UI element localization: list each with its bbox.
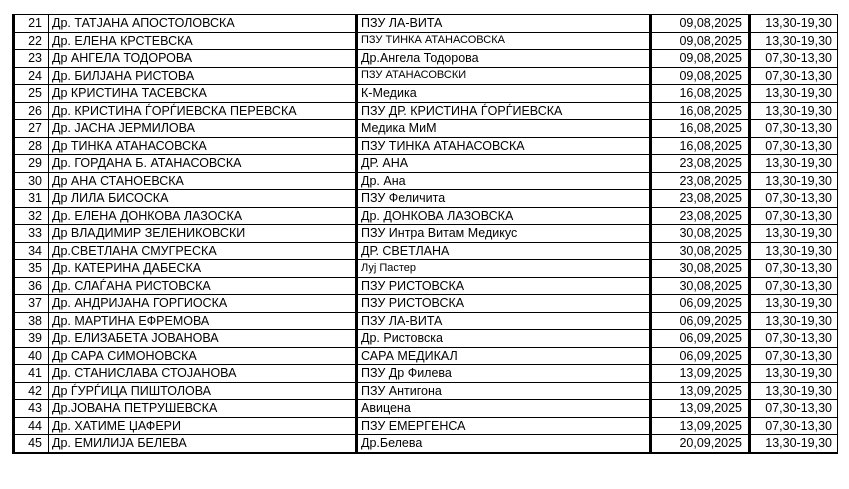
- doctor-name-cell: Др. КАТЕРИНА ДАБЕСКА: [49, 260, 357, 278]
- row-number-cell: 31: [14, 190, 49, 208]
- table-row: [14, 85, 838, 103]
- doctor-name-cell: Др. ГОРДАНА Б. АТАНАСОВСКА: [49, 155, 357, 173]
- date-cell: 16,08,2025: [651, 102, 750, 120]
- table-row: [14, 207, 838, 225]
- doctor-name-cell: Др. СТАНИСЛАВА СТОЈАНОВА: [49, 365, 357, 383]
- date-cell: 16,08,2025: [651, 120, 750, 138]
- institution-cell: Др. ДОНКОВА ЛАЗОВСКА: [357, 207, 651, 225]
- date-cell: 23,08,2025: [651, 155, 750, 173]
- doctor-name-cell: Др. ЕЛИЗАБЕТА ЈОВАНОВА: [49, 330, 357, 348]
- row-number-cell: 28: [14, 137, 49, 155]
- doctor-name-cell: Др. ЕЛЕНА ДОНКОВА ЛАЗОСКА: [49, 207, 357, 225]
- date-cell: 13,09,2025: [651, 382, 750, 400]
- doctor-name-cell: Др. ХАТИМЕ ЏАФЕРИ: [49, 417, 357, 435]
- row-number-cell: 37: [14, 295, 49, 313]
- doctor-name-cell: Др ЃУРЃИЦА ПИШТОЛОВА: [49, 382, 357, 400]
- institution-cell: ПЗУ ТИНКА АТАНАСОВСКА: [357, 32, 651, 50]
- date-cell: 09,08,2025: [651, 32, 750, 50]
- institution-cell: ПЗУ ЛА-ВИТА: [357, 312, 651, 330]
- table-row: [14, 15, 838, 33]
- doctor-name-cell: Др. КРИСТИНА ЃОРЃИЕВСКА ПЕРЕВСКА: [49, 102, 357, 120]
- row-number-cell: 39: [14, 330, 49, 348]
- table-row: [14, 295, 838, 313]
- shift-time-cell: 13,30-19,30: [750, 365, 838, 383]
- shift-time-cell: 13,30-19,30: [750, 15, 838, 33]
- date-cell: 06,09,2025: [651, 295, 750, 313]
- shift-time-cell: 07,30-13,30: [750, 137, 838, 155]
- row-number-cell: 41: [14, 365, 49, 383]
- shift-time-cell: 07,30-13,30: [750, 277, 838, 295]
- doctor-name-cell: Др. ЈАСНА ЈЕРМИЛОВА: [49, 120, 357, 138]
- date-cell: 09,08,2025: [651, 67, 750, 85]
- institution-cell: ПЗУ Антигона: [357, 382, 651, 400]
- shift-time-cell: 13,30-19,30: [750, 85, 838, 103]
- date-cell: 23,08,2025: [651, 172, 750, 190]
- date-cell: 13,09,2025: [651, 417, 750, 435]
- shift-time-cell: 07,30-13,30: [750, 120, 838, 138]
- table-row: [14, 382, 838, 400]
- institution-cell: ПЗУ ЛА-ВИТА: [357, 15, 651, 33]
- table-row: [14, 417, 838, 435]
- shift-time-cell: 13,30-19,30: [750, 295, 838, 313]
- institution-cell: ПЗУ ДР. КРИСТИНА ЃОРЃИЕВСКА: [357, 102, 651, 120]
- row-number-cell: 25: [14, 85, 49, 103]
- row-number-cell: 22: [14, 32, 49, 50]
- row-number-cell: 24: [14, 67, 49, 85]
- shift-time-cell: 13,30-19,30: [750, 155, 838, 173]
- date-cell: 16,08,2025: [651, 137, 750, 155]
- institution-cell: ПЗУ РИСТОВСКА: [357, 277, 651, 295]
- institution-cell: Авицена: [357, 400, 651, 418]
- institution-cell: ДР. СВЕТЛАНА: [357, 242, 651, 260]
- date-cell: 09,08,2025: [651, 50, 750, 68]
- table-row: [14, 242, 838, 260]
- doctor-name-cell: Др. ТАТЈАНА АПОСТОЛОВСКА: [49, 15, 357, 33]
- institution-cell: ПЗУ АТАНАСОВСКИ: [357, 67, 651, 85]
- row-number-cell: 32: [14, 207, 49, 225]
- row-number-cell: 29: [14, 155, 49, 173]
- row-number-cell: 40: [14, 347, 49, 365]
- date-cell: 13,09,2025: [651, 365, 750, 383]
- date-cell: 06,09,2025: [651, 330, 750, 348]
- date-cell: 09,08,2025: [651, 15, 750, 33]
- shift-time-cell: 07,30-13,30: [750, 330, 838, 348]
- institution-cell: Др. Ристовска: [357, 330, 651, 348]
- shift-time-cell: 07,30-13,30: [750, 260, 838, 278]
- row-number-cell: 45: [14, 435, 49, 453]
- shift-time-cell: 13,30-19,30: [750, 382, 838, 400]
- table-row: [14, 120, 838, 138]
- date-cell: 13,09,2025: [651, 400, 750, 418]
- shift-time-cell: 07,30-13,30: [750, 207, 838, 225]
- shift-time-cell: 13,30-19,30: [750, 225, 838, 243]
- institution-cell: ПЗУ Др Филева: [357, 365, 651, 383]
- row-number-cell: 36: [14, 277, 49, 295]
- table-row: [14, 155, 838, 173]
- doctor-name-cell: Др. ЕЛЕНА КРСТЕВСКА: [49, 32, 357, 50]
- shift-time-cell: 07,30-13,30: [750, 67, 838, 85]
- shift-time-cell: 07,30-13,30: [750, 400, 838, 418]
- institution-cell: САРА МЕДИКАЛ: [357, 347, 651, 365]
- doctor-name-cell: Др. СЛАЃАНА РИСТОВСКА: [49, 277, 357, 295]
- row-number-cell: 27: [14, 120, 49, 138]
- row-number-cell: 42: [14, 382, 49, 400]
- doctor-name-cell: Др ВЛАДИМИР ЗЕЛЕНИКОВСКИ: [49, 225, 357, 243]
- shift-time-cell: 07,30-13,30: [750, 190, 838, 208]
- row-number-cell: 43: [14, 400, 49, 418]
- doctor-name-cell: Др КРИСТИНА ТАСЕВСКА: [49, 85, 357, 103]
- institution-cell: ПЗУ Интра Витам Медикус: [357, 225, 651, 243]
- table-row: [14, 32, 838, 50]
- table-row: [14, 137, 838, 155]
- shift-time-cell: 13,30-19,30: [750, 172, 838, 190]
- table-row: [14, 277, 838, 295]
- shift-time-cell: 13,30-19,30: [750, 312, 838, 330]
- table-row: [14, 260, 838, 278]
- doctor-name-cell: Др. МАРТИНА ЕФРЕМОВА: [49, 312, 357, 330]
- shift-time-cell: 07,30-13,30: [750, 347, 838, 365]
- shift-time-cell: 13,30-19,30: [750, 435, 838, 453]
- doctor-name-cell: Др. АНДРИЈАНА ГОРГИОСКА: [49, 295, 357, 313]
- table-row: [14, 102, 838, 120]
- row-number-cell: 26: [14, 102, 49, 120]
- institution-cell: ПЗУ РИСТОВСКА: [357, 295, 651, 313]
- institution-cell: Др. Ана: [357, 172, 651, 190]
- table-row: [14, 347, 838, 365]
- shift-time-cell: 13,30-19,30: [750, 242, 838, 260]
- doctor-name-cell: Др ЛИЛА БИСОСКА: [49, 190, 357, 208]
- table-row: [14, 400, 838, 418]
- shift-time-cell: 07,30-13,30: [750, 417, 838, 435]
- table-row: [14, 225, 838, 243]
- table-row: [14, 435, 838, 453]
- institution-cell: Др.Белева: [357, 435, 651, 453]
- institution-cell: ПЗУ ТИНКА АТАНАСОВСКА: [357, 137, 651, 155]
- row-number-cell: 34: [14, 242, 49, 260]
- shift-time-cell: 13,30-19,30: [750, 32, 838, 50]
- table-row: [14, 330, 838, 348]
- table-row: [14, 50, 838, 68]
- doctor-name-cell: Др.ЈОВАНА ПЕТРУШЕВСКА: [49, 400, 357, 418]
- row-number-cell: 38: [14, 312, 49, 330]
- institution-cell: Луј Пастер: [357, 260, 651, 278]
- row-number-cell: 23: [14, 50, 49, 68]
- date-cell: 30,08,2025: [651, 225, 750, 243]
- shift-time-cell: 07,30-13,30: [750, 50, 838, 68]
- row-number-cell: 30: [14, 172, 49, 190]
- table-row: [14, 190, 838, 208]
- institution-cell: ДР. АНА: [357, 155, 651, 173]
- institution-cell: К-Медика: [357, 85, 651, 103]
- date-cell: 06,09,2025: [651, 312, 750, 330]
- date-cell: 30,08,2025: [651, 277, 750, 295]
- date-cell: 16,08,2025: [651, 85, 750, 103]
- doctor-name-cell: Др. БИЛЈАНА РИСТОВА: [49, 67, 357, 85]
- doctor-name-cell: Др. ЕМИЛИЈА БЕЛЕВА: [49, 435, 357, 453]
- schedule-table: [12, 14, 838, 454]
- doctor-name-cell: Др АНГЕЛА ТОДОРОВА: [49, 50, 357, 68]
- row-number-cell: 33: [14, 225, 49, 243]
- date-cell: 20,09,2025: [651, 435, 750, 453]
- date-cell: 06,09,2025: [651, 347, 750, 365]
- schedule-body: [14, 15, 838, 453]
- date-cell: 23,08,2025: [651, 207, 750, 225]
- table-row: [14, 312, 838, 330]
- table-row: [14, 172, 838, 190]
- institution-cell: ПЗУ ЕМЕРГЕНСА: [357, 417, 651, 435]
- shift-time-cell: 13,30-19,30: [750, 102, 838, 120]
- doctor-name-cell: Др САРА СИМОНОВСКА: [49, 347, 357, 365]
- table-row: [14, 365, 838, 383]
- doctor-name-cell: Др АНА СТАНОЕВСКА: [49, 172, 357, 190]
- doctor-name-cell: Др.СВЕТЛАНА СМУГРЕСКА: [49, 242, 357, 260]
- table-row: [14, 67, 838, 85]
- institution-cell: Медика МиМ: [357, 120, 651, 138]
- date-cell: 23,08,2025: [651, 190, 750, 208]
- institution-cell: ПЗУ Феличита: [357, 190, 651, 208]
- row-number-cell: 35: [14, 260, 49, 278]
- date-cell: 30,08,2025: [651, 242, 750, 260]
- institution-cell: Др.Ангела Тодорова: [357, 50, 651, 68]
- row-number-cell: 21: [14, 15, 49, 33]
- doctor-name-cell: Др ТИНКА АТАНАСОВСКА: [49, 137, 357, 155]
- row-number-cell: 44: [14, 417, 49, 435]
- date-cell: 30,08,2025: [651, 260, 750, 278]
